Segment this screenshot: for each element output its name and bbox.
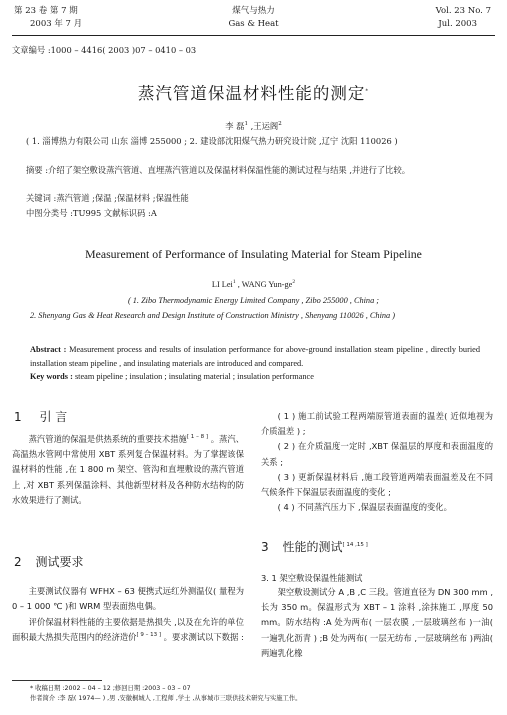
section-1-title: 引 言 xyxy=(39,410,68,424)
journal-date-en: Jul. 2003 xyxy=(438,19,477,29)
section-2-heading xyxy=(14,553,83,570)
classification-cn: 中图分类号 :TU995 文献标识码 :A xyxy=(26,208,157,218)
abstract-en-label: Abstract : xyxy=(30,345,67,354)
section-1-text-a: 蒸汽管道的保温是供热系统的重要技术措施 xyxy=(28,434,187,444)
section-1-paragraph xyxy=(12,432,244,508)
keywords-cn: 关键词 :蒸汽管道 ;保温 ;保温材料 ;保温性能 xyxy=(26,193,189,203)
journal-date-cn: 2003 年 7 月 xyxy=(30,19,83,29)
test-item-4: ( 4 ) 不同蒸汽压力下 ,保温层表面温度的变化。 xyxy=(277,502,452,513)
footnote-received: * 收稿日期 :2002 – 04 – 12 ;修回日期 :2003 – 03 – 07 xyxy=(30,685,191,692)
keywords-en xyxy=(30,370,480,384)
test-item-1: ( 1 ) 施工前试验工程两端原管道表面的温差( 近似地视为介质温差 ) ; xyxy=(261,411,493,437)
test-item-2: ( 2 ) 在介质温度一定时 ,XBT 保温层的厚度和表面温度的关系 ; xyxy=(261,441,493,467)
journal-name-en: Gas & Heat xyxy=(228,19,279,29)
section-3-1-heading: 3. 1 架空敷设保温性能测试 xyxy=(261,573,363,583)
header-rule xyxy=(12,35,495,36)
section-2-title: 测试要求 xyxy=(35,555,84,569)
section-1-text-b: 。蒸汽、高温热水管网中常使用 XBT 系列复合保温材料。为了掌握该保温材料的性能 ,在 1 800 m 架空、管沟和直埋敷设的蒸汽管道上 ,对 XBT 系列保温涂料、其他新型材料及各种防水结构的防水效果进行了测试。 xyxy=(12,434,244,505)
journal-volume-issue: 第 23 卷 第 7 期 xyxy=(14,6,78,16)
section-1-ref: [ 1 – 8 ] xyxy=(186,434,209,441)
section-2-ref: [ 9 – 13 ] xyxy=(136,632,162,639)
authors-en xyxy=(0,280,507,289)
footnote-author-bio: 作者简介 :李 磊( 1974— ) ,男 ,安徽桐城人 ,工程师 ,学士 ,从事城市三联供技术研究与实施工作。 xyxy=(30,695,302,702)
author-2-en-sup: 2 xyxy=(292,279,296,286)
author-1-en: LI Lei xyxy=(211,280,233,289)
affiliation-en-2: 2. Shenyang Gas & Heat Research and Design Institute of Construction Ministry , Shenyang 110026 , China ) xyxy=(30,311,396,320)
section-3-1-paragraph: 架空敷设测试分 A ,B ,C 三段。管道直径为 DN 300 mm ,长为 350 m。保温形式为 XBT – 1 涂料 ,涂抹施工 ,厚度 50 mm。防水结构 :A 处为两布( 一层农膜 ,一层玻璃丝布 )一油( 一遍乳化沥青 ) ;B 处为两布( 一层无纺布 ,一层玻璃丝布 )两油( 两遍乳化橡 xyxy=(261,587,493,658)
title-cn-block xyxy=(0,80,507,104)
journal-name-cn: 煤气与热力 xyxy=(232,6,275,16)
test-item-3: ( 3 ) 更新保温材料后 ,施工段管道两端表面温差及在不同气候条件下保温层表面温度的变化 ; xyxy=(261,471,493,498)
abstract-cn: 摘要 :介绍了架空敷设蒸汽管道、直埋蒸汽管道以及保温材料保温性能的测试过程与结果 ,并进行了比较。 xyxy=(26,165,411,175)
keywords-en-text: steam pipeline ; insulation ; insulating material ; insulation performance xyxy=(72,372,314,381)
section-2-number: 2 xyxy=(14,555,22,569)
journal-volume-en: Vol. 23 No. 7 xyxy=(435,6,491,16)
title-cn: 蒸汽管道保温材料性能的测定 xyxy=(137,84,366,103)
title-cn-mark: * xyxy=(365,88,370,95)
abstract-en xyxy=(30,343,480,370)
section-3-ref: [ 14 ,15 ] xyxy=(342,542,368,548)
section-3-number: 3 xyxy=(261,540,269,554)
section-3-heading xyxy=(261,538,368,555)
affiliation-cn: ( 1. 淄博热力有限公司 山东 淄博 255000 ; 2. 建设部沈阳煤气热力研究设计院 ,辽宁 沈阳 110026 ) xyxy=(26,136,398,146)
section-2-paragraph-1: 主要测试仪器有 WFHX – 63 便携式远红外测温仪( 量程为 0 – 1 000 ℃ )和 WRM 型表面热电偶。 xyxy=(12,586,244,612)
article-id: 文章编号 :1000 – 4416( 2003 )07 – 0410 – 03 xyxy=(12,45,197,55)
section-2-text-b: 。要求测试以下数据 : xyxy=(161,632,244,643)
title-en: Measurement of Performance of Insulating Material for Steam Pipeline xyxy=(85,247,422,261)
author-2-en: , WANG Yun-ge xyxy=(235,280,293,289)
section-1-number: 1 xyxy=(14,410,22,424)
author-1-cn-sup: 1 xyxy=(244,121,249,128)
abstract-en-text: Measurement process and results of insulation performance for above-ground installation steam pipeline , directly buried installation steam pipeline , and insulating materials are introduced and compared. xyxy=(30,345,480,368)
affiliation-en-1: ( 1. Zibo Thermodynamic Energy Limited Company , Zibo 255000 , China ; xyxy=(127,296,380,305)
author-1-cn: 李 磊 xyxy=(225,121,245,131)
section-2-text-a: 评价保温材料性能的主要依据是热损失 ,以及在允许的单位面积最大热损失范围内的经济造价 xyxy=(12,617,244,643)
footnote-rule xyxy=(12,680,102,681)
author-1-en-sup: 1 xyxy=(232,279,236,286)
author-2-cn: ,王运阁 xyxy=(248,121,279,131)
authors-cn xyxy=(0,120,507,133)
section-2-paragraph-2 xyxy=(12,615,244,645)
keywords-en-label: Key words : xyxy=(30,372,73,381)
section-3-title: 性能的测试 xyxy=(282,540,343,554)
section-1-heading xyxy=(14,408,67,425)
author-2-cn-sup: 2 xyxy=(278,121,282,128)
right-column-items xyxy=(261,409,493,515)
